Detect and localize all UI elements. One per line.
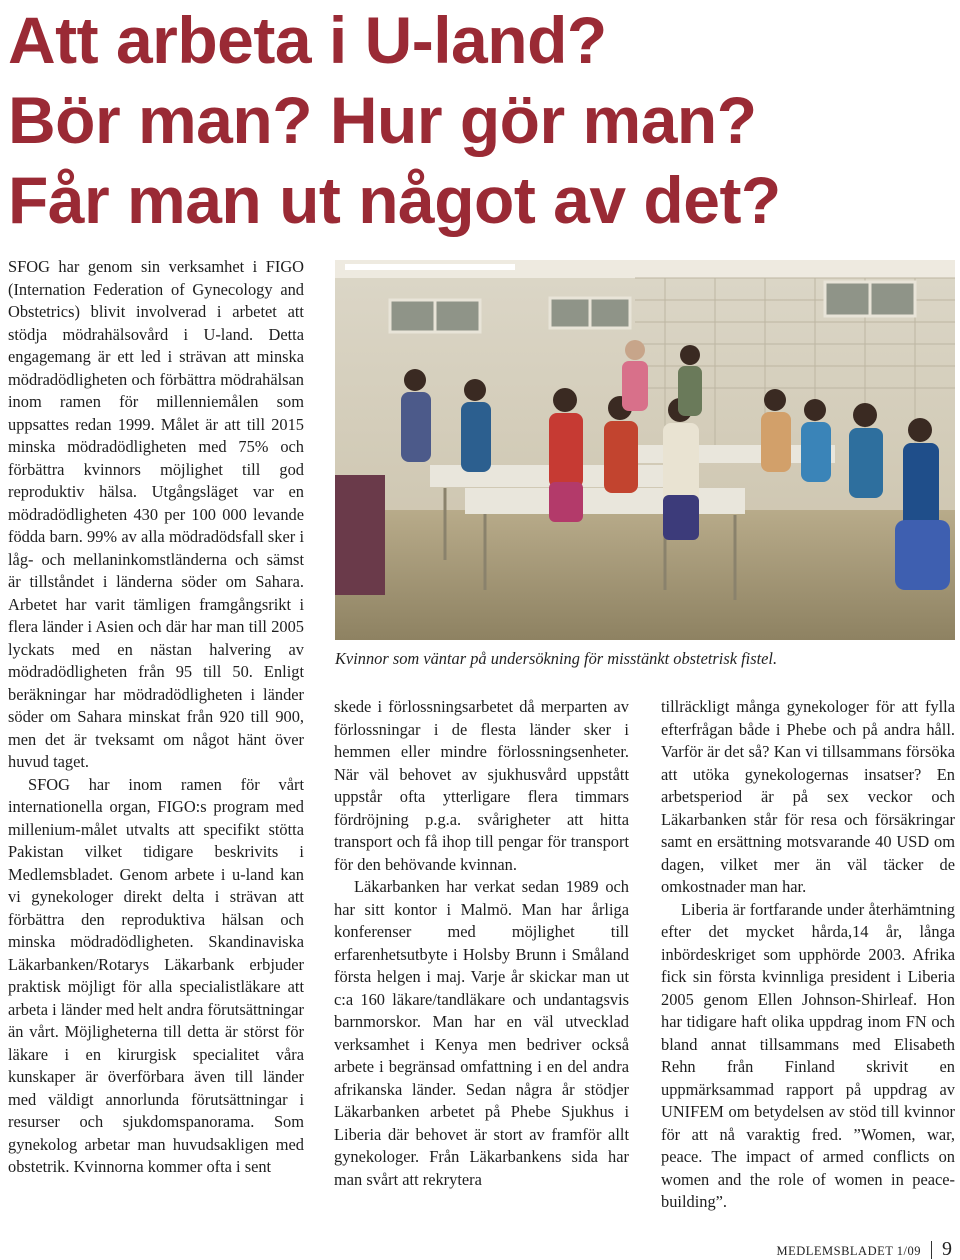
- page-number: 9: [942, 1238, 952, 1260]
- column-2-paragraph-1: skede i förlossningsarbetet då merparten av förlossningar i de flesta länder sker i hemmen eller mindre förlossningsenheter. När väl behovet av sjukhusvård uppstått uppstår ofta ytterligare flera timmars fördröjning p.g.a. svårigheter att hitta transport och få ihop till pengar för transport för den behövande kvinnan.: [334, 697, 629, 874]
- publication-name: MEDLEMSBLADET 1/09: [776, 1244, 921, 1258]
- photo-caption: Kvinnor som väntar på undersökning för misstänkt obstetrisk fistel.: [335, 649, 778, 668]
- column-3-paragraph-2: Liberia är fortfarande under återhämtning efter det mycket hårda,14 år, långa inbördeskriget som upphörde 2003. Afrika fick sin första kvinnliga president i Liberia 2005 genom Ellen Johnson-Shirleaf. Hon har tidigare haft olika uppdrag inom FN och bland annat tillsammans med Elisabeth Rehn från Finland skrivit en uppmärksammad rapport på uppdrag av UNIFEM om betydelsen av stöd till kvinnor för att nå varaktig fred. ”Women, war, peace. The impact of armed conflicts on women and the role of women in peace-building”.: [661, 899, 955, 1211]
- headline: [8, 0, 948, 240]
- column-1-paragraph-2: SFOG har inom ramen för vårt internationella organ, FIGO:s program med millenium-målet utvalts att specifikt stötta Pakistan vilket tidigare beskrivits i Medlemsbladet. Genom arbete i u-land kan vi gynekologer direkt delta i strävan att förbättra den reproduktiva hälsan och minska mödradödligheten. Skandinaviska Läkarbanken/Rotarys Läkarbank erbjuder praktisk möjligt för alla specialistläkare att arbeta i länder med helt andra förutsättningar än vårt. Möjligheterna till detta är störst för läkare i en kirurgisk specialitet våra kunskaper är överförbara även till länder med väldigt annorlunda förutsättningar i resurser och sjukdomspanorama. Som gynekolog arbetar man huvudsakligen med obstetrik. Kvinnorna kommer ofta i sent: [8, 774, 304, 1176]
- page-footer: [776, 1237, 952, 1259]
- column-1-paragraph-1: SFOG har genom sin verksamhet i FIGO (Internation Federation of Gynecology and Obstetrics) blivit involverad i arbetet att stödja mödrahälsovård i U-land. Detta engagemang är ett led i strävan att minska mödradödligheten och förbättra mödrahälsan inom ramen för millenniemålen som uppsattes redan 1999. Målet är att till 2015 minska mödradödligheten med 75% och förbättra kvinnors möjlighet till god reproduktiv hälsa. Utgångsläget var en mödradödligheten 430 per 100 000 levande födda barn. 99% av alla mödradödsfall sker i låg- och mellaninkomstländerna och sämst är tillståndet i länderna söder om Sahara. Arbetet har varit tämligen framgångsrikt i flera länder i Asien och där har man till 2005 lyckats med en nästan halvering av mödradödligheten från 95 till 50. Enligt beräkningar har mödradödligheten i länder söder om Sahara minskat från 920 till 900, men det är tveksamt om något hänt över huvud taget.: [8, 257, 304, 771]
- headline-line-2: Bör man? Hur gör man?: [8, 83, 757, 157]
- hospital-ward-photo-illustration: [335, 260, 955, 640]
- article-column-2: [334, 696, 629, 1192]
- column-2-paragraph-2: Läkarbanken har verkat sedan 1989 och har sitt kontor i Malmö. Man har årliga konferenser med möjlighet till erfarenhetsutbyte i Holsby Brunn i Småland första helgen i maj. Varje år skickar man ut c:a 160 läkare/tandläkare och undantagsvis barnmorskor. Man har en väl utvecklad verksamhet i Kenya men bedriver också arbete i begränsad omfattning i en del andra afrikanska länder. Sedan några år stödjer Läkarbanken arbetet på Phebe Sjukhus i Liberia där behovet är stort av framför allt gynekologer. Från Läkarbankens sida har man svårt att rekrytera: [334, 877, 629, 1189]
- footer-divider: [931, 1241, 932, 1259]
- headline-line-1: Att arbeta i U-land?: [8, 3, 607, 77]
- article-column-1: [8, 256, 304, 1186]
- article-column-3: [661, 696, 955, 1211]
- headline-line-3: Får man ut något av det?: [8, 163, 781, 237]
- hospital-ward-photo: [335, 260, 955, 640]
- column-3-paragraph-1: tillräckligt många gynekologer för att fylla efterfrågan både i Phebe och på andra håll. Varför är det så? Kan vi tillsammans försöka att utöka gynekologernas insatser? En arbetsperiod är på sex veckor och Läkarbanken står för resa och försäkringar samt en ersättning motsvarande 40 USD om dagen, vilket mer än väl täcker de omkostnader man har.: [661, 697, 955, 896]
